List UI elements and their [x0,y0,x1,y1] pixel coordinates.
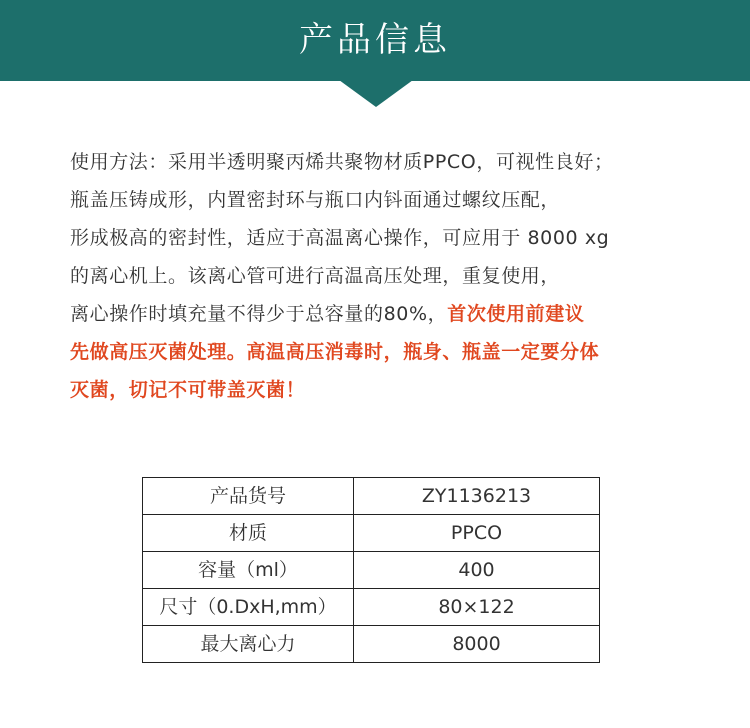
description-line-4: 的离心机上。该离心管可进行高温高压处理，重复使用， [70,265,561,287]
table-row [143,478,600,515]
spec-label: 最大离心力 [143,626,354,663]
header-arrow-decoration [339,80,413,107]
table-row [143,515,600,552]
usage-description [70,143,710,409]
spec-value: 400 [354,552,600,589]
warning-line-1: 先做高压灭菌处理。高温高压消毒时，瓶身、瓶盖一定要分体 [70,341,600,363]
spec-value: PPCO [354,515,600,552]
description-line-5-text: 离心操作时填充量不得少于总容量的80%， [70,303,448,325]
spec-label: 产品货号 [143,478,354,515]
warning-line-2: 灭菌，切记不可带盖灭菌！ [70,379,306,401]
spec-label: 尺寸（0.DxH,mm） [143,589,354,626]
spec-value: ZY1136213 [354,478,600,515]
spec-label: 材质 [143,515,354,552]
spec-label: 容量（ml） [143,552,354,589]
section-title: 产品信息 [299,20,451,60]
description-line-2: 瓶盖压铸成形，内置密封环与瓶口内钭面通过螺纹压配， [70,189,561,211]
table-row [143,589,600,626]
table-row [143,626,600,663]
table-row [143,552,600,589]
description-line-1: 使用方法：采用半透明聚丙烯共聚物材质PPCO，可视性良好； [70,151,614,173]
spec-value: 80×122 [354,589,600,626]
spec-value: 8000 [354,626,600,663]
description-line-5 [70,295,710,333]
spec-table [142,477,600,663]
description-line-3: 形成极高的密封性，适应于高温离心操作，可应用于 8000 xg [70,227,610,249]
warning-text-start: 首次使用前建议 [447,303,585,325]
